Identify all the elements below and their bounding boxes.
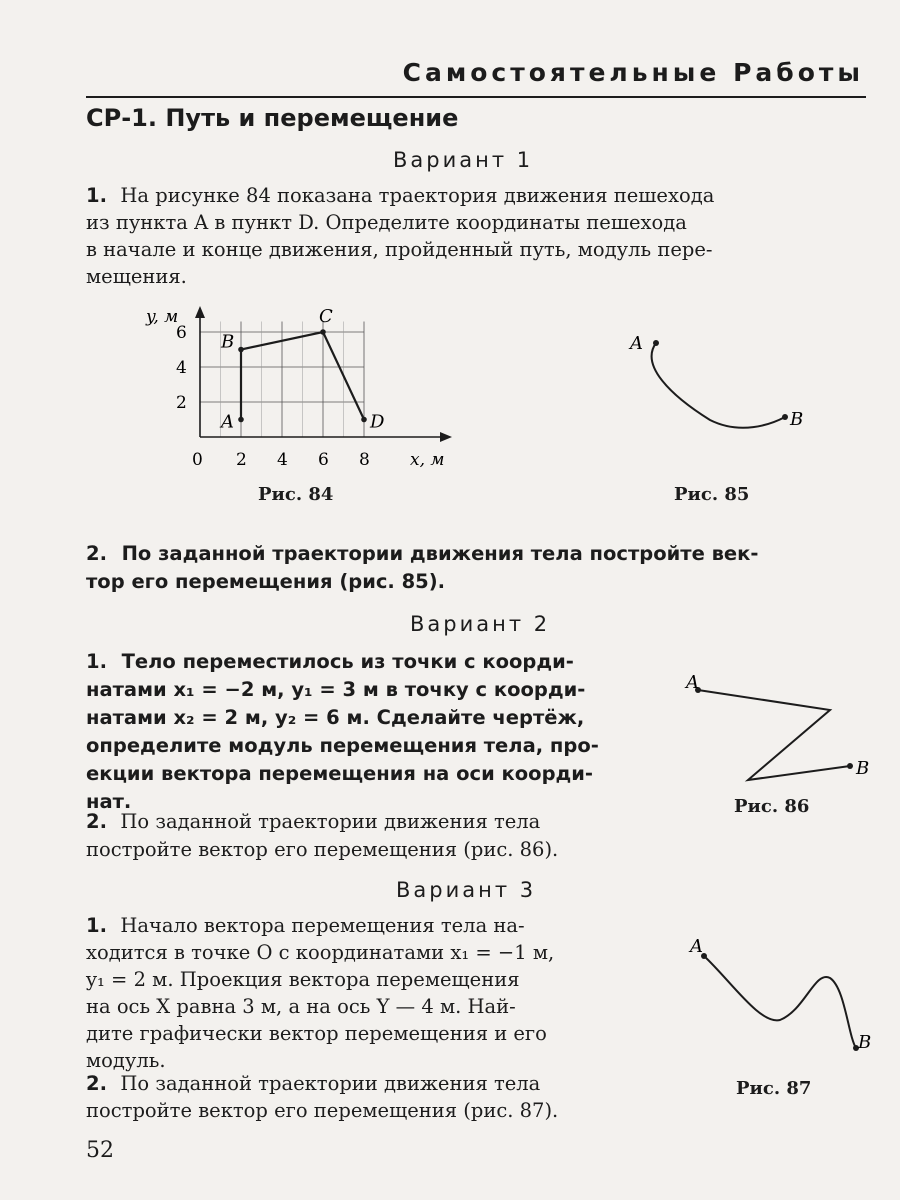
running-header: Самостоятельные Работы	[402, 58, 864, 87]
y-tick-label: 2	[176, 393, 187, 413]
point-a-marker	[238, 417, 244, 423]
task-number: 2.	[86, 542, 107, 565]
task-line: определите модуль перемещения тела, про-	[86, 734, 599, 757]
variant-2-task-1	[86, 648, 666, 816]
task-line: модуль.	[86, 1049, 166, 1072]
task-line: нат.	[86, 790, 132, 813]
variant-3-task-1	[86, 912, 656, 1074]
section-title: СР-1. Путь и перемещение	[86, 104, 459, 132]
point-b-marker	[238, 347, 244, 353]
task-line: постройте вектор его перемещения (рис. 86).	[86, 838, 559, 861]
figure-85-caption: Рис. 85	[674, 484, 750, 505]
y-tick-label: 4	[176, 358, 187, 378]
variant-3-task-2	[86, 1070, 656, 1124]
header-divider	[86, 96, 866, 98]
y-axis-label: y, м	[146, 307, 179, 327]
point-a-label: A	[630, 333, 643, 354]
point-a-label: A	[221, 411, 234, 433]
point-b-label: B	[221, 331, 235, 353]
task-line: дите графически вектор перемещения и его	[86, 1022, 547, 1045]
point-c-label: C	[319, 306, 333, 327]
task-number: 1.	[86, 914, 107, 937]
variant-1-task-1	[86, 182, 866, 290]
point-b-label: B	[856, 758, 870, 779]
x-tick-label: 4	[277, 450, 288, 470]
page-number: 52	[86, 1138, 114, 1163]
task-line: тор его перемещения (рис. 85).	[86, 570, 446, 593]
task-line: натами x₁ = −2 м, y₁ = 3 м в точку с коорди-	[86, 678, 586, 701]
task-line: постройте вектор его перемещения (рис. 87).	[86, 1099, 559, 1122]
x-tick-label: 6	[318, 450, 329, 470]
task-line: На рисунке 84 показана траектория движения пешехода	[120, 184, 715, 207]
task-line: y₁ = 2 м. Проекция вектора перемещения	[86, 968, 520, 991]
end-point-icon	[782, 414, 788, 420]
x-axis-arrow-icon	[440, 432, 452, 442]
figure-87-trajectory	[680, 930, 880, 1070]
variant-2-task-2	[86, 808, 666, 864]
task-line: Начало вектора перемещения тела на-	[120, 914, 525, 937]
task-line: ходится в точке O с координатами x₁ = −1 м,	[86, 941, 555, 964]
point-a-label: A	[686, 672, 699, 693]
figure-84-graph	[140, 300, 470, 480]
figure-86-caption: Рис. 86	[734, 796, 810, 817]
figure-86-trajectory	[680, 668, 880, 798]
wave-trajectory	[704, 956, 856, 1048]
point-c-marker	[320, 329, 326, 335]
point-a-label: A	[690, 936, 703, 957]
task-line: По заданной траектории движения тела	[120, 1072, 541, 1095]
task-line: По заданной траектории движения тела постройте век-	[121, 542, 759, 565]
task-line: на ось X равна 3 м, а на ось Y — 4 м. Най-	[86, 995, 516, 1018]
x-tick-labels	[236, 450, 370, 470]
y-tick-label: 6	[176, 323, 187, 343]
x-axis-label: x, м	[410, 450, 445, 470]
task-number: 1.	[86, 650, 107, 673]
variant-3-title: Вариант 3	[396, 878, 537, 902]
point-d-label: D	[370, 411, 385, 433]
variant-2-title: Вариант 2	[410, 612, 551, 636]
y-tick-labels	[176, 323, 187, 413]
y-axis-arrow-icon	[195, 306, 205, 318]
figure-87-caption: Рис. 87	[736, 1078, 812, 1099]
task-line: натами x₂ = 2 м, y₂ = 6 м. Сделайте чертёж,	[86, 706, 585, 729]
task-number: 2.	[86, 1072, 107, 1095]
variant-1-title: Вариант 1	[393, 148, 534, 172]
task-line: мещения.	[86, 265, 187, 288]
figure-84-caption: Рис. 84	[258, 484, 334, 505]
task-line: екции вектора перемещения на оси коорди-	[86, 762, 594, 785]
x-tick-label: 2	[236, 450, 247, 470]
task-line: По заданной траектории движения тела	[120, 810, 541, 833]
end-point-icon	[847, 763, 853, 769]
zigzag-trajectory	[698, 690, 850, 780]
origin-label: 0	[192, 450, 203, 470]
start-point-icon	[653, 340, 659, 346]
variant-1-task-2	[86, 540, 866, 596]
task-line: из пункта A в пункт D. Определите координаты пешехода	[86, 211, 687, 234]
figure-85-trajectory	[620, 325, 820, 445]
x-tick-label: 8	[359, 450, 370, 470]
point-d-marker	[361, 417, 367, 423]
curved-trajectory	[652, 343, 785, 428]
task-number: 1.	[86, 184, 107, 207]
task-line: в начале и конце движения, пройденный путь, модуль пере-	[86, 238, 713, 261]
task-number: 2.	[86, 810, 107, 833]
point-b-label: B	[858, 1032, 872, 1053]
point-b-label: B	[790, 409, 804, 430]
task-line: Тело переместилось из точки с коорди-	[121, 650, 574, 673]
